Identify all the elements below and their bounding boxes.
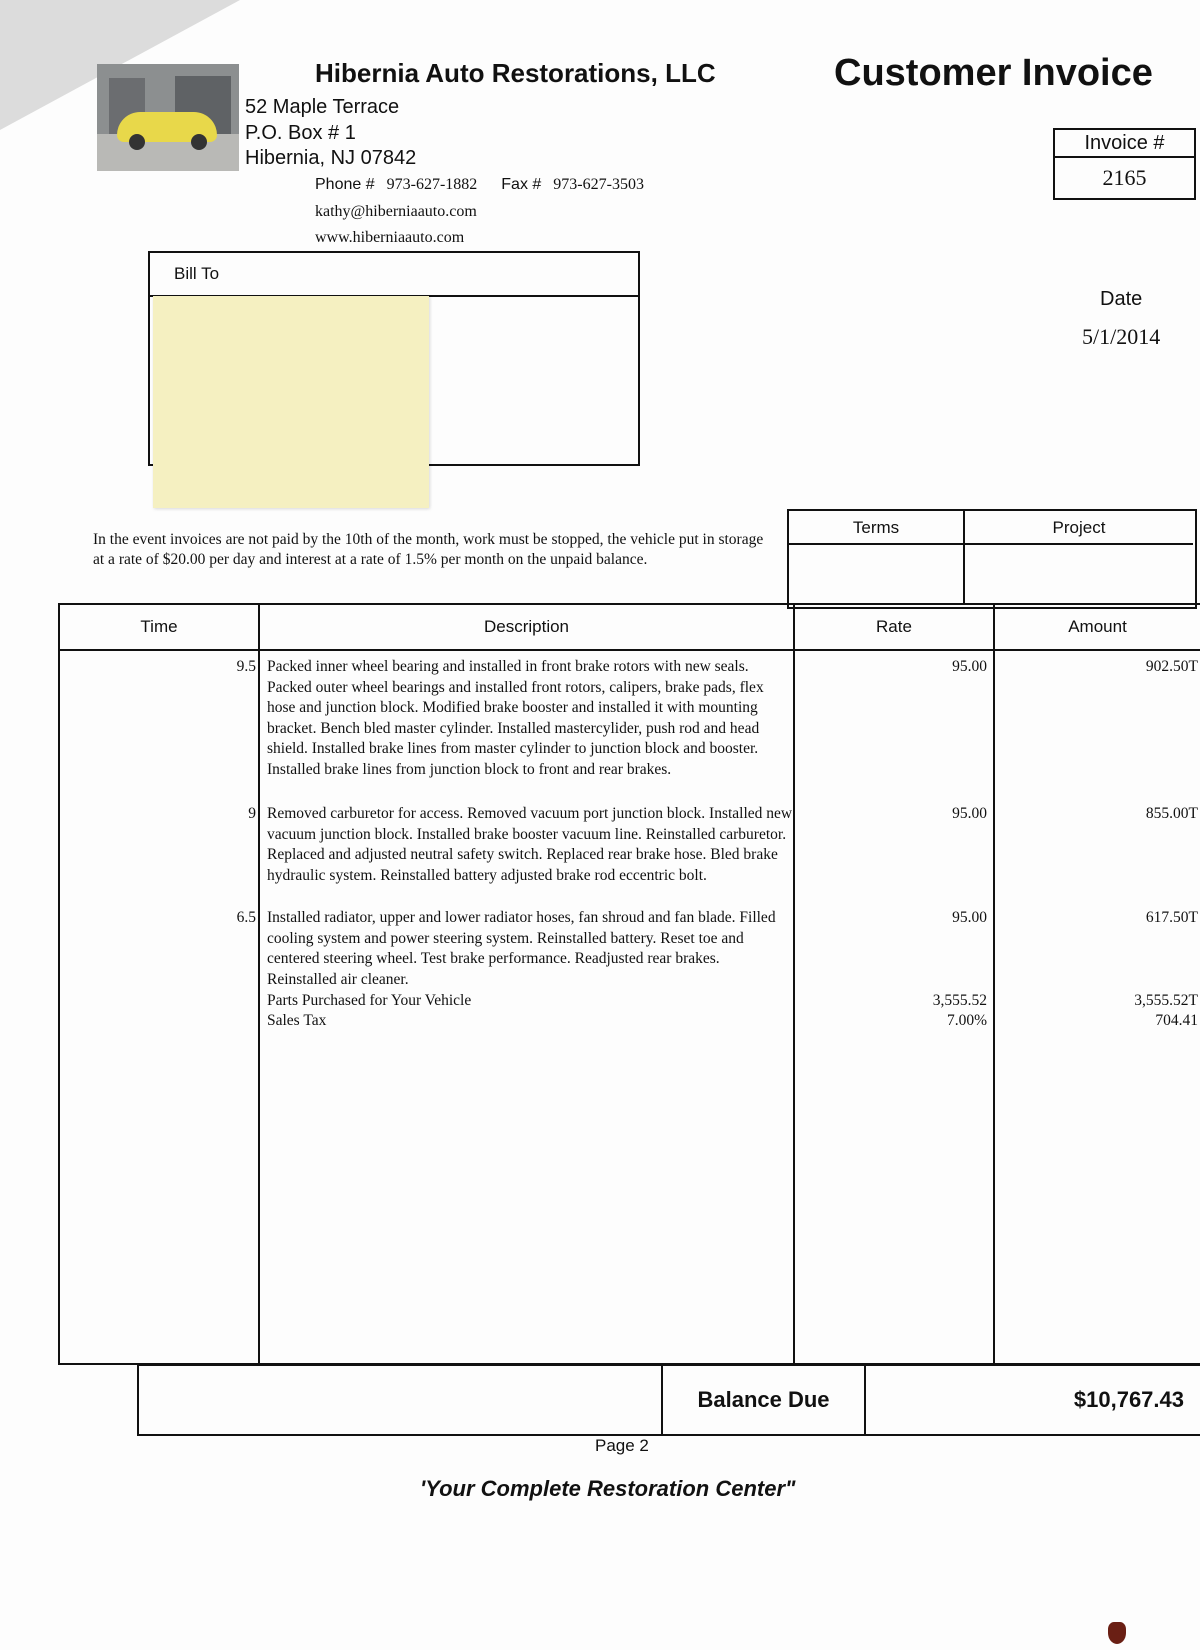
row-rate: 3,555.52 [932,992,987,1009]
row-amount: 704.41 [1155,1012,1198,1029]
balance-due-label: Balance Due [697,1387,830,1412]
company-slogan: 'Your Complete Restoration Center" [420,1476,796,1501]
date-label: Date [1100,288,1143,310]
document-title: Customer Invoice [834,52,1153,94]
balance-due-box [137,1364,1200,1436]
phone-fax-line [315,176,644,194]
row-time: 9.5 [236,658,256,675]
row-description: Parts Purchased for Your Vehicle [267,992,472,1009]
row-rate: 95.00 [952,805,987,822]
page-number: Page 2 [595,1436,649,1455]
project-value [965,545,1193,605]
row-amount: 617.50T [1145,909,1198,926]
row-amount: 3,555.52T [1134,992,1198,1009]
company-logo-photo [97,64,239,171]
invoice-number-box [1053,128,1196,200]
row-amount: 902.50T [1145,658,1198,675]
row-rate: 95.00 [952,909,987,926]
fax-number: 973-627-3503 [553,176,644,193]
phone-number: 973-627-1882 [386,176,478,193]
company-name: Hibernia Auto Restorations, LLC [315,58,716,88]
redaction-sticky-note [153,296,429,508]
header-amount: Amount [1068,617,1127,636]
bill-to-label: Bill To [150,253,638,297]
terms-value [789,545,965,605]
row-rate: 7.00% [946,1012,987,1029]
phone-label: Phone # [315,176,375,193]
payment-terms-notice: In the event invoices are not paid by the 10th of the month, work must be stopped, the vehicle put in storage at a rate of $20.00 per day and interest at a rate of 1.5% per month on the unpaid balance. [93,531,764,568]
fax-label: Fax # [501,176,542,193]
row-description: Sales Tax [267,1012,327,1029]
invoice-number: 2165 [1102,165,1147,190]
row-rate: 95.00 [952,658,987,675]
invoice-date: 5/1/2014 [1082,324,1161,349]
balance-due-amount: $10,767.43 [1073,1387,1184,1412]
row-amount: 855.00T [1145,805,1198,822]
row-description: Packed inner wheel bearing and installed in front brake rotors with new seals. Packed outer wheel bearings and installed front rotors, calipers, brake pads, flex hose and junction block. Modified brake booster and installed it with mounting bracket. Bench bled master cylinder. Installed mastercylider, push rod and head shield. Installed brake lines from master cylinder to junction block and booster. Installed brake lines from junction block to front and rear brakes. [267,658,764,778]
address-line-3: Hibernia, NJ 07842 [245,147,417,169]
header-time: Time [140,617,178,636]
address-line-1: 52 Maple Terrace [245,96,400,118]
company-website: www.hiberniaauto.com [315,229,465,246]
row-time: 6.5 [236,909,256,926]
terms-label: Terms [789,511,965,545]
terms-project-box [787,509,1197,609]
line-items-table [58,603,1200,1365]
ink-stain [1108,1622,1126,1644]
row-description: Installed radiator, upper and lower radiator hoses, fan shroud and fan blade. Filled cooling system and power steering system. Reinstalled battery. Reset toe and centered steering wheel. Test brake performance. Readjusted rear brakes. Reinstalled air cleaner. [267,909,776,988]
header-rate: Rate [876,617,912,636]
header-description: Description [483,617,570,636]
company-email: kathy@hiberniaauto.com [315,203,477,220]
row-time: 9 [248,805,256,822]
project-label: Project [965,511,1193,545]
invoice-number-label: Invoice # [1055,130,1194,158]
address-line-2: P.O. Box # 1 [245,122,356,144]
row-description: Removed carburetor for access. Removed vacuum port junction block. Installed new vacuum junction block. Installed brake booster vacuum line. Reinstalled carburetor. Replaced and adjusted neutral safety switch. Replaced rear brake hose. Bled brake hydraulic system. Reinstalled battery adjusted brake rod eccentric bolt. [267,805,793,884]
